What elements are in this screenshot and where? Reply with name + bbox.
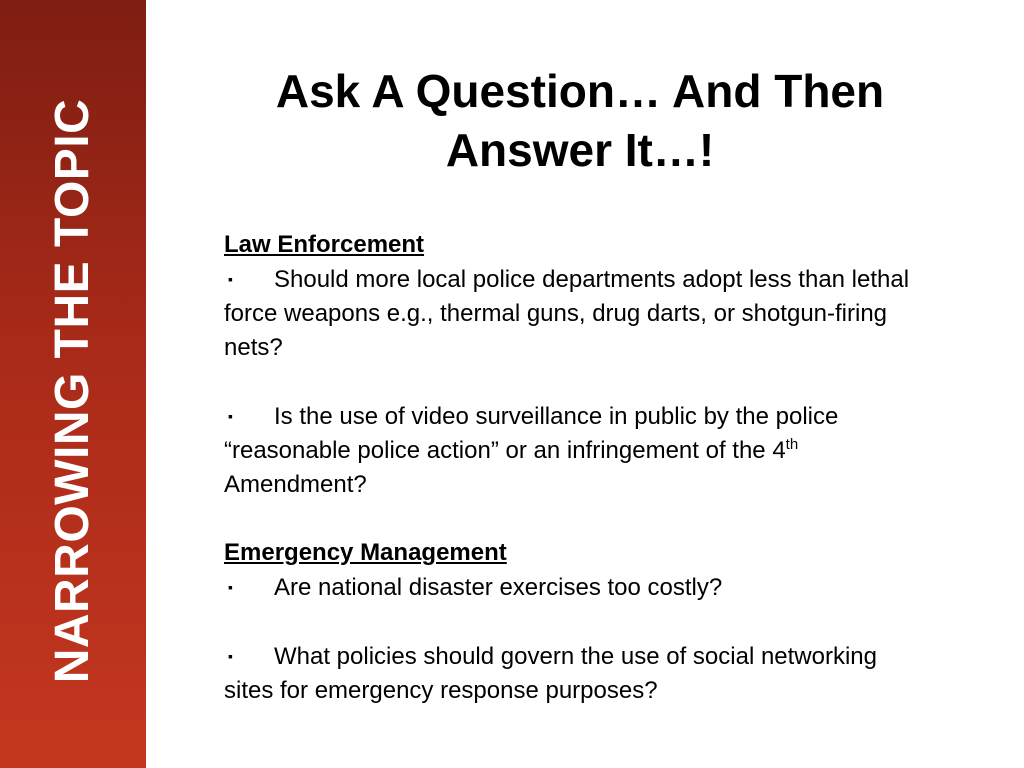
bullet-text-end: Amendment? bbox=[224, 471, 367, 498]
bullet-text: Are national disaster exercises too costly? bbox=[274, 574, 723, 601]
slide-title-line-1: Ask A Question… And Then bbox=[275, 65, 885, 117]
sidebar-banner bbox=[0, 0, 146, 768]
bullet-item bbox=[224, 639, 924, 708]
ordinal-superscript: th bbox=[785, 436, 799, 453]
bullet-item bbox=[224, 262, 924, 365]
spacer bbox=[224, 605, 924, 639]
slide-title-line-2: Answer It…! bbox=[445, 124, 715, 176]
slide-title bbox=[220, 62, 940, 180]
spacer bbox=[224, 502, 924, 536]
bullet-item bbox=[224, 399, 924, 502]
bullet-square-icon: ▪ bbox=[228, 579, 233, 595]
bullet-item bbox=[224, 570, 924, 605]
slide-body bbox=[224, 228, 924, 708]
section-heading-law-enforcement: Law Enforcement bbox=[224, 231, 425, 258]
sidebar-title: NARROWING THE TOPIC bbox=[46, 98, 99, 684]
bullet-square-icon: ▪ bbox=[228, 271, 233, 287]
bullet-square-icon: ▪ bbox=[228, 408, 233, 424]
section-heading-emergency-management: Emergency Management bbox=[224, 539, 507, 566]
bullet-text: Is the use of video surveillance in public by the police “reasonable police action” or an infringement of the 4 bbox=[224, 403, 839, 464]
bullet-text: Should more local police departments adopt less than lethal force weapons e.g., thermal guns, drug darts, or shotgun-firing nets? bbox=[224, 266, 910, 361]
spacer bbox=[224, 365, 924, 399]
bullet-square-icon: ▪ bbox=[228, 648, 233, 664]
bullet-text: What policies should govern the use of social networking sites for emergency response purposes? bbox=[224, 643, 877, 704]
